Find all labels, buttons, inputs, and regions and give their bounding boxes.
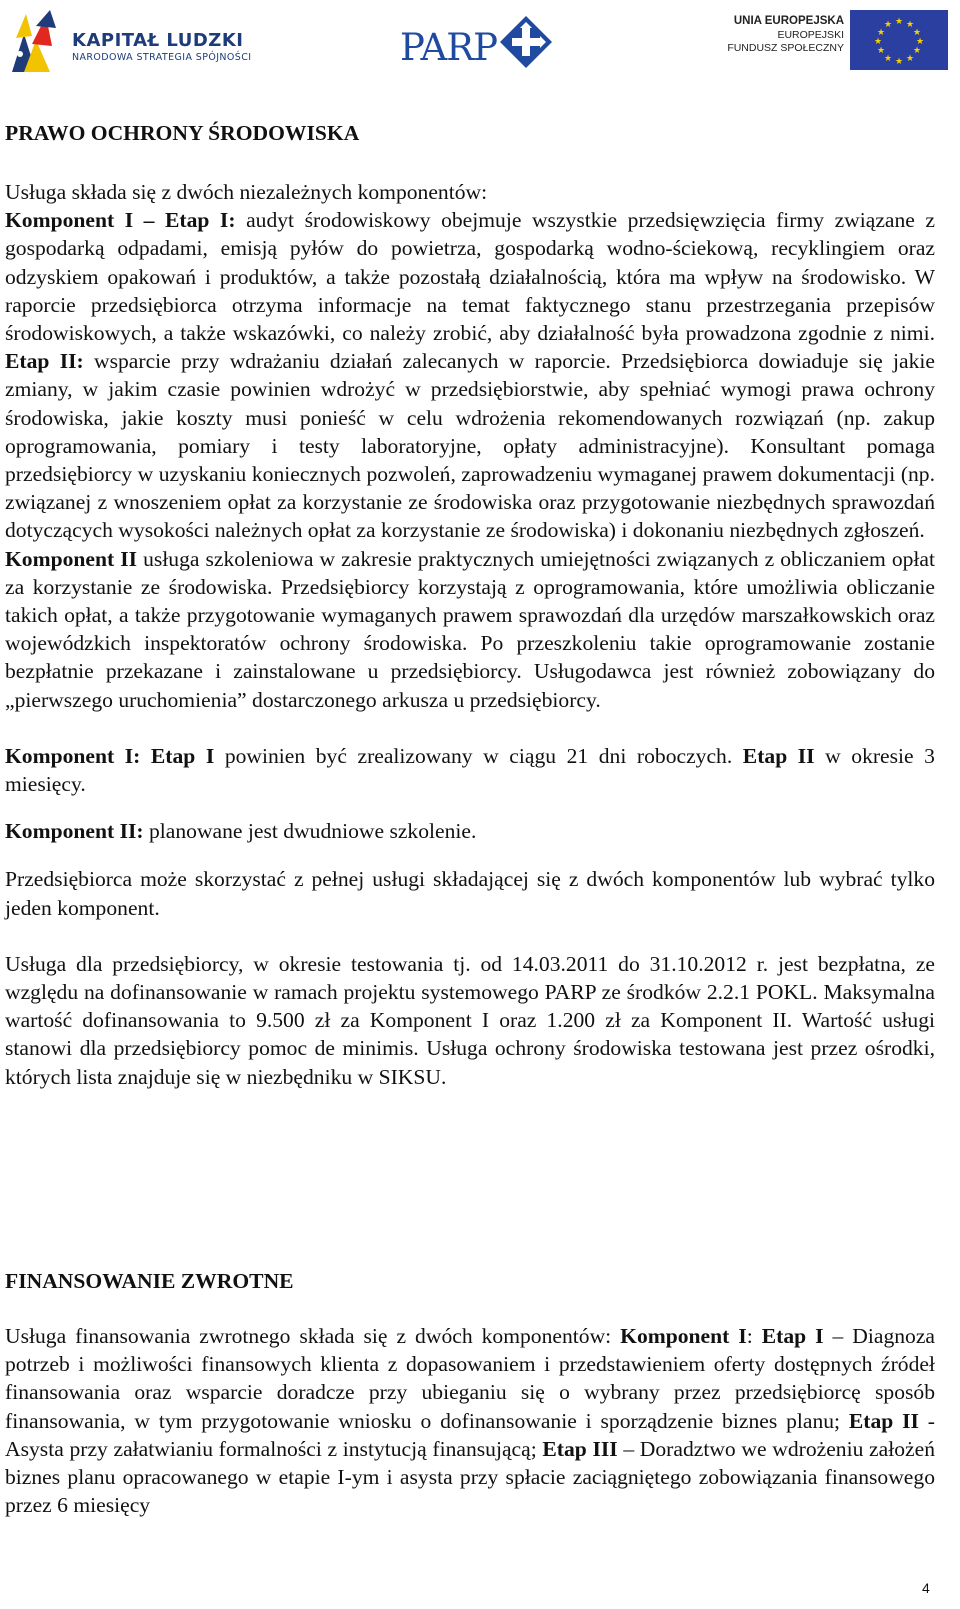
komponent-2-label: Komponent II [5, 546, 138, 571]
fin-etap-1-label: Etap I [761, 1324, 824, 1348]
komponent-1-label: Komponent I [5, 208, 134, 233]
parp-diamond-icon [498, 14, 554, 70]
paragraph-timing-k1 [5, 742, 935, 798]
kapital-ludzki-title: KAPITAŁ LUDZKI [72, 30, 244, 51]
svg-text:★: ★ [912, 46, 922, 56]
paragraph-choice: Przedsiębiorca może skorzystać z pełnej usługi składającej się z dwóch komponentów lub wybrać tylko jeden komponent. [5, 867, 935, 920]
fin-etap-3-text: – Doradztwo we wdrożeniu założeń biznes planu opracowanego w etapie I-ym i asysta przy spłacie zaciągniętego zobowiązania finansowego przez 6 miesięcy [5, 1436, 935, 1518]
paragraph-timing-k2 [5, 817, 935, 845]
komponent-2-text: usługa szkoleniowa w zakresie praktycznych umiejętności związanych z obliczaniem opłat za korzystanie ze środowiska. Przedsiębiorcy korzystają z oprogramowania, które umożliwia obliczanie takich opłat, a także przygotowanie wymaganych prawem sprawozdań dla urzędów marszałkowskich oraz wojewódzkich inspektoratów ochrony środowiska. Po przeszkoleniu takie oprogramowanie zostanie bezpłatnie przekazane i zainstalowane u przedsiębiorcy. Usługodawca jest również zobowiązany do „pierwszego uruchomienia” dostarczonego arkusza u przedsiębiorcy. [5, 546, 935, 712]
parp-logo [398, 14, 558, 74]
timing-etap2-label: Etap II [742, 743, 815, 768]
fin-etap-1-text: – Diagnoza potrzeb i możliwości finansowych klienta z dopasowaniem i przedstawieniem oferty dostępnych źródeł finansowania oraz wsparcie doradcze przy ubieganiu się o wybrany przez przedsiębiorcę sposób finansowania, w tym przygotowanie wniosku o dofinansowanie i sporządzenie biznes planu; [5, 1324, 936, 1433]
parp-wordmark: PARP [400, 26, 497, 69]
section-title-finansowanie: FINANSOWANIE ZWROTNE [5, 1269, 294, 1293]
svg-text:★: ★ [883, 20, 893, 30]
svg-text:★: ★ [876, 28, 886, 38]
section-body-finansowanie [5, 1322, 935, 1519]
svg-text:★: ★ [912, 28, 922, 38]
eu-text [726, 14, 844, 55]
fin-intro: Usługa finansowania zwrotnego składa się z dwóch komponentów: [5, 1324, 621, 1348]
svg-text:★: ★ [905, 54, 915, 64]
fin-etap-2-label: Etap II [848, 1408, 919, 1433]
timing-k2-label: Komponent II: [5, 819, 144, 844]
eu-flag-icon [850, 10, 948, 70]
timing-k1-text: powinien być zrealizowany w ciągu 21 dni roboczych. [214, 743, 743, 768]
kapital-ludzki-logo [6, 6, 252, 74]
timing-k1-label: Komponent I: Etap I [5, 743, 215, 768]
etap-2-label: Etap II: [5, 349, 84, 374]
section-title-prawo-ochrony: PRAWO OCHRONY ŚRODOWISKA [5, 121, 360, 145]
svg-text:★: ★ [894, 57, 904, 67]
paragraph-finansowanie [5, 1322, 935, 1519]
kapital-ludzki-subtitle: NARODOWA STRATEGIA SPÓJNOŚCI [72, 52, 252, 63]
svg-text:★: ★ [915, 37, 925, 47]
etap-2-text: wsparcie przy wdrażaniu działań zalecanych w raporcie. Przedsiębiorca dowiaduje się jakie zmiany, w jakim czasie powinien wdrożyć w przedsiębiorstwie, aby spełniać wymogi prawa ochrony środowiska, jakie koszty musi ponieść w celu wdrożenia rekomendowanych rozwiązań (np. zakup oprogramowania, pomiary i testy laboratoryjne, opłaty administracyjne). Konsultant pomaga przedsiębiorcy w uzyskaniu koniecznych pozwoleń, zaprowadzeniu wymaganej prawem dokumentacji (np. związanej z wnoszeniem opłat za korzystanie ze środowiska oraz przygotowanie niezbędnych sprawozdań dotyczących wysokości należnych opłat za korzystanie ze środowiska) i dokonaniu niezbędnych zgłoszeń. [5, 349, 936, 543]
etap-1-label: Etap I: [165, 208, 236, 233]
fin-etap-3-label: Etap III [542, 1436, 618, 1461]
dash: – [133, 208, 165, 233]
fin-komponent-1-label: Komponent I [620, 1324, 747, 1348]
fin-etap-2-text: - Asysta przy załatwianiu formalności z instytucją finansującą; [5, 1408, 935, 1461]
svg-text:★: ★ [905, 20, 915, 30]
kapital-ludzki-emblem-icon [6, 6, 58, 74]
intro-text: Usługa składa się z dwóch niezależnych komponentów: [5, 180, 488, 204]
svg-text:★: ★ [873, 37, 883, 47]
page-number: 4 [922, 1580, 930, 1596]
svg-text:★: ★ [894, 17, 904, 27]
eu-logo [726, 8, 952, 72]
svg-text:★: ★ [883, 54, 893, 64]
svg-text:★: ★ [876, 46, 886, 56]
etap-1-text: audyt środowiskowy obejmuje wszystkie przedsięwzięcia firmy związane z gospodarką odpadami, emisją pyłów do powietrza, gospodarką wodno-ściekową, recyklingiem oraz odzyskiem opakowań i produktów, a także pozostałą działalnością, która ma wpływ na środowisko. W raporcie przedsiębiorca otrzyma informacje na temat faktycznego stanu przestrzegania przepisów środowiskowych, a także wskazówki, co należy zrobić, aby działalność była prowadzona zgodnie z nimi. [5, 208, 936, 346]
section-body-prawo-ochrony [5, 178, 935, 1091]
eu-line-3: FUNDUSZ SPOŁECZNY [727, 42, 844, 54]
eu-line-1: UNIA EUROPEJSKA [733, 15, 844, 27]
fin-colon: : [746, 1324, 762, 1348]
timing-k2-text: planowane jest dwudniowe szkolenie. [143, 819, 477, 844]
timing-etap2-text: w okresie 3 miesięcy. [5, 743, 935, 797]
paragraph-intro [5, 178, 935, 714]
eu-line-2: EUROPEJSKI [777, 29, 844, 41]
paragraph-funding: Usługa dla przedsiębiorcy, w okresie testowania tj. od 14.03.2011 do 31.10.2012 r. jest bezpłatna, ze względu na dofinansowanie w ramach projektu systemowego PARP ze środków 2.2.1 POKL. Maksymalna wartość dofinansowania to 9.500 zł za Komponent I oraz 1.200 zł za Komponent II. Wartość usługi stanowi dla przedsiębiorcy pomoc de minimis. Usługa ochrony środowiska testowana jest przez ośrodki, których lista znajduje się w niezbędniku w SIKSU. [5, 951, 935, 1089]
